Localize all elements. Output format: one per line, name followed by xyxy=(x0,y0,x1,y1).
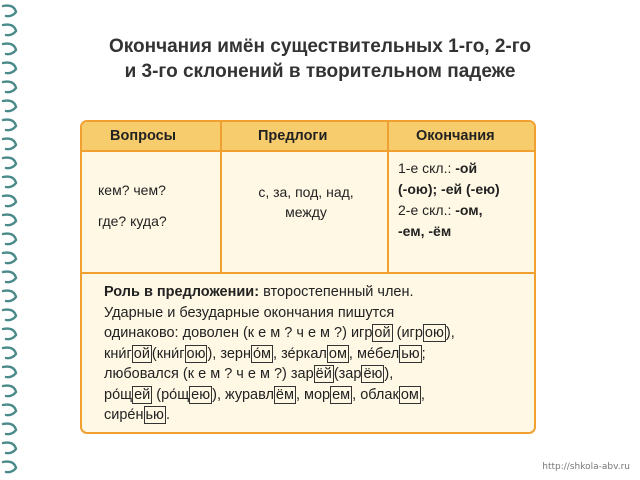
ending-box: ёй xyxy=(315,366,332,382)
decl2-label: 2-е скл.: xyxy=(398,202,452,218)
decl2-row-b xyxy=(398,221,500,242)
spiral-ring xyxy=(3,120,16,131)
spiral-ring xyxy=(3,272,16,283)
ending-box: ой xyxy=(133,345,150,362)
column-divider xyxy=(220,122,222,272)
example-text: одинаково: доволен (к е м ? ч е м ?) игр xyxy=(104,325,373,341)
spiral-ring xyxy=(3,348,16,359)
spiral-ring xyxy=(3,386,16,397)
table-header-row xyxy=(82,122,536,152)
source-credit: http://shkola-abv.ru xyxy=(542,462,630,472)
ending-box: ью xyxy=(145,407,164,423)
role-label: Роль в предложении: xyxy=(104,284,260,300)
example-text: ), xyxy=(445,325,455,341)
example-text: кни́г xyxy=(104,345,132,362)
ending-box: ою xyxy=(186,345,206,362)
spiral-ring xyxy=(3,101,16,112)
ending-box: ею xyxy=(191,386,211,403)
ending-box: ью xyxy=(401,345,420,362)
spiral-ring xyxy=(3,443,16,454)
role-line-2: Ударные и безударные окончания пишутся xyxy=(104,304,395,321)
spiral-ring xyxy=(3,424,16,435)
example-text: (кни́г xyxy=(151,345,185,362)
example-text: ), журавл xyxy=(212,386,274,403)
page-title-line-1: Окончания имён существительных 1-го, 2-го xyxy=(108,36,532,57)
ending-box: ёю xyxy=(363,366,383,382)
spiral-ring xyxy=(3,234,16,245)
example-text: (зар xyxy=(333,366,362,382)
spiral-ring xyxy=(3,405,16,416)
ending-box: ем xyxy=(332,386,351,403)
questions-cell xyxy=(98,178,167,233)
example-text: ро́щ xyxy=(104,386,133,403)
ending-box: о́м xyxy=(252,345,272,362)
row-divider xyxy=(82,272,536,274)
spiral-ring xyxy=(3,158,16,169)
example-text: ), xyxy=(384,366,394,382)
spiral-ring xyxy=(3,329,16,340)
example-text: (игр xyxy=(392,325,423,341)
example-line-2 xyxy=(104,344,528,365)
page-title xyxy=(0,34,640,84)
spiral-ring xyxy=(3,462,16,473)
endings-table xyxy=(80,120,536,434)
ending-box: ом xyxy=(400,386,419,403)
example-text: (ро́щ xyxy=(152,386,190,403)
header-questions: Вопросы xyxy=(110,128,177,144)
decl2-value-a: -ом, xyxy=(455,202,483,218)
spiral-ring xyxy=(3,6,16,17)
decl2-value-b: -ем, -ём xyxy=(398,223,452,239)
example-text: , xyxy=(420,386,425,403)
spiral-ring xyxy=(3,253,16,264)
spiral-ring xyxy=(3,177,16,188)
spiral-ring xyxy=(3,196,16,207)
ending-box: ей xyxy=(134,386,151,403)
role-in-sentence-block xyxy=(104,282,528,426)
example-text: сире́н xyxy=(104,407,144,423)
decl1-label: 1-е скл.: xyxy=(398,160,452,176)
spiral-ring xyxy=(3,367,16,378)
example-line-3 xyxy=(104,364,528,385)
header-endings: Окончания xyxy=(416,128,495,144)
decl1-value-b: (-ою); -ей (-ею) xyxy=(398,181,500,197)
role-text: второстепенный член. xyxy=(259,284,414,300)
example-line-5 xyxy=(104,405,528,426)
example-text: ), зерн xyxy=(207,345,251,362)
example-text: , облак xyxy=(352,386,399,403)
decl1-row-b xyxy=(398,179,500,200)
column-divider xyxy=(387,122,389,272)
ending-box: ём xyxy=(275,386,294,403)
prepositions-cell xyxy=(226,182,386,222)
questions-line-1: кем? чем? xyxy=(98,182,166,198)
page-title-line-2: и 3-го склонений в творительном падеже xyxy=(124,61,516,82)
decl1-row-a xyxy=(398,158,500,179)
spiral-ring xyxy=(3,215,16,226)
example-text: , ме́бел xyxy=(348,345,400,362)
example-text: , мор xyxy=(295,386,331,403)
endings-cell xyxy=(398,158,500,242)
ending-box: ом xyxy=(328,345,347,362)
decl2-row-a xyxy=(398,200,500,221)
example-text: . xyxy=(165,407,170,423)
decl1-value-a: -ой xyxy=(455,160,478,176)
spiral-ring xyxy=(3,139,16,150)
prepositions-line-2: между xyxy=(285,204,327,220)
questions-line-2: где? куда? xyxy=(98,213,167,229)
ending-box: ой xyxy=(374,325,391,341)
spiral-ring xyxy=(3,310,16,321)
role-line-1 xyxy=(104,282,528,303)
example-text: ; xyxy=(421,345,426,362)
example-text: , зе́ркал xyxy=(273,345,327,362)
ending-box: ою xyxy=(424,325,444,341)
header-prepositions: Предлоги xyxy=(258,128,328,144)
example-line-4 xyxy=(104,385,528,406)
prepositions-line-1: с, за, под, над, xyxy=(258,184,354,200)
example-line-1 xyxy=(104,323,528,344)
example-text: любовался (к е м ? ч е м ?) зар xyxy=(104,366,314,382)
spiral-ring xyxy=(3,291,16,302)
